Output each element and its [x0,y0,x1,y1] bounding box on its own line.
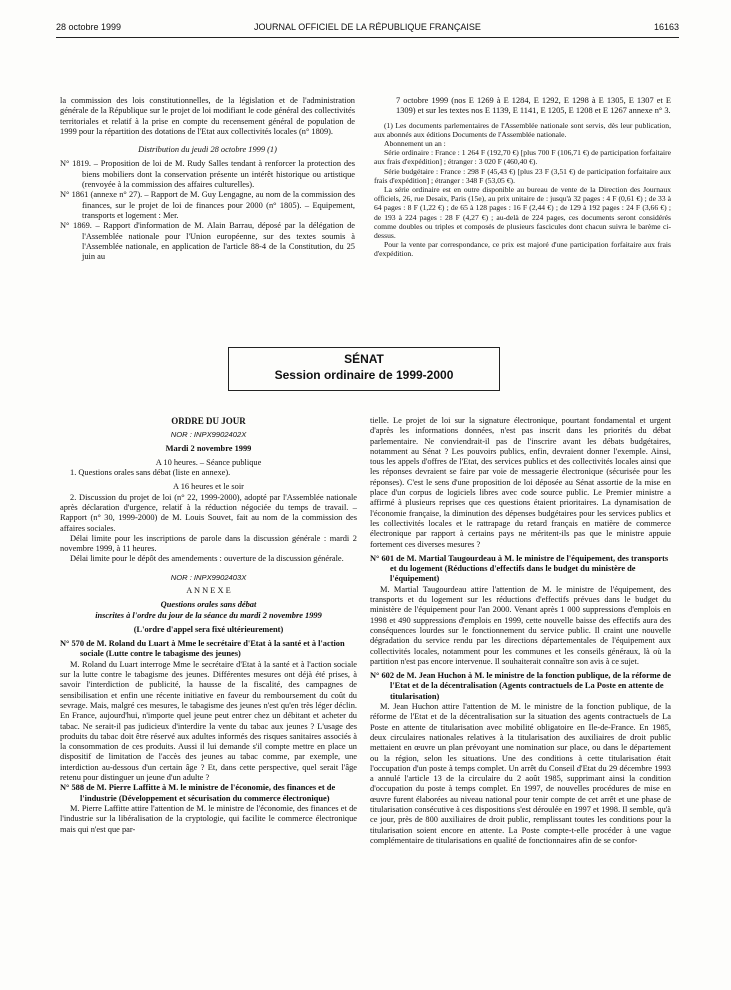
header-page-number: 16163 [653,22,679,32]
header-rule [56,37,679,38]
question-body: M. Pierre Laffitte attire l'attention de M. le ministre de l'économie, des finances et de l'industrie sur la libéralisation de la cryptologie, qui facilite le commerce électronique mais qui n'est que par- [60,803,357,834]
question-heading: N° 570 de M. Roland du Luart à Mme le secrétaire d'Etat à la santé et à l'action sociale (Lutte contre le tabagisme des jeunes) [60,639,345,659]
lower-right-column [370,416,671,846]
sale-info: La série ordinaire est en outre disponible au bureau de vente de la Direction des Journaux officiels, 26, rue Desaix, Paris (15e), au prix unitaire de : jusqu'à 32 pages : 4 F (0,61 €) ; de 33 à 64 pages : 8 F (1,22 €) ; de 65 à 128 pages : 16 F (2,44 €) ; de 129 à 192 pages : 24 F (3,66 €) ; de 193 à 224 pages : 28 F (4,27 €) ; au-delà de 224 pages, ces documents seront considérés comme doubles ou triples et composés de plusieurs fascicules dont chacun suivra le barème ci-dessus. [374,185,671,241]
order-note: (L'ordre d'appel sera fixé ultérieurement) [133,624,284,634]
header-title: JOURNAL OFFICIEL DE LA RÉPUBLIQUE FRANÇAISE [254,22,481,32]
questions-title: Questions orales sans débat [160,600,257,610]
nor-reference: NOR : INPX9902403X [170,572,247,582]
deadline-amendments: Délai limite pour le dépôt des amendements : ouverture de la discussion générale. [70,554,344,564]
intro-paragraph: la commission des lois constitutionnelles, de la législation et de l'administration générale de la République sur le projet de loi modifiant le code général des collectivités territoriales et relatif à la prise en compte du recensement général de population de 1999 pour la répartition des dotations de l'Etat aux collectivités locales (n° 1809). [60,96,355,136]
series-ordinaire: Série ordinaire : France : 1 264 F (192,70 €) [plus 700 F (106,71 €) de participation forfaitaire aux frais d'expédition] ; étranger : 3 020 F (460,40 €). [374,148,671,167]
question-body: M. Roland du Luart interroge Mme le secrétaire d'Etat à la santé et à l'action sociale sur la lutte contre le tabagisme des jeunes. Différentes mesures ont déjà été prises, à savoir l'interdiction de publicité, la hausse de la fiscalité, des campagnes de sensibilisation et enfin une récente initiative en faveur du remboursement du coût du sevrage. Mais, malgré ces mesures, le tabagisme des jeunes n'est qu'en très léger déclin. En France, aujourd'hui, n'importe quel jeune peut entrer chez un débitant et acheter du tabac. Ne serait-il pas judicieux d'interdire la vente du tabac aux jeunes ? L'usage des produits du tabac doit être réservé aux adultes informés des risques sanitaires associés à la consommation de ces produits. Aussi il lui demande s'il compte mettre en place un dispositif de limitation de l'accès des jeunes au tabac comme, par exemple, une interdiction au-dessous d'un certain âge ? Et, dans cette perspective, quel serait l'âge retenu pour distinguer un jeune d'un adulte ? [60,659,357,783]
agenda-item: 2. Discussion du projet de loi (n° 22, 1999-2000), adopté par l'Assemblée nationale après déclaration d'urgence, relatif à la réduction négociée du temps de travail. – Rapport (n° 30, 1999-2000) de M. Louis Souvet, fait au nom de la commission des affaires sociales. [60,492,357,533]
banner-title: SÉNAT [344,352,384,366]
header-date: 28 octobre 1999 [56,22,122,32]
question-body: M. Jean Huchon attire l'attention de M. le ministre de la fonction publique, de la réforme de l'Etat et de la décentralisation sur la situation des agents contractuels de La Poste en attente de titularisation avec mobilité obligatoire en Ile-de-France. En 1985, deux circulaires nationales relatives à la titularisation des auxiliaires de droit public mettaient en œuvre un plan prévoyant une nomination sur place, ou dans le département ou la région, selon les situations. Une des conditions à cette titularisation était l'occupation d'un poste à temps complet. Un arrêt du Conseil d'Etat du 29 décembre 1993 a annulé l'article 13 de la circulaire du 2 août 1985, supprimant ainsi la condition d'occupation du poste à temps complet. En 1997, de nouvelles procédures de mise en œuvre furent élaborées au niveau national pour tenir compte de cet arrêt et une phase de titularisation consécutive à ces dispositions s'est déroulée en 1997 et 1998. Il semble, qu'à ce jour, près de 800 auxiliaires de droit public, remplissant toutes les conditions pour la titularisation soient encore en attente. La Poste compte-t-elle procéder à une vague complémentaire de titularisations en qualité de fonctionnaires afin de se confor- [370,702,671,845]
mail-order-info: Pour la vente par correspondance, ce prix est majoré d'une participation forfaitaire aux frais d'expédition. [374,240,671,259]
top-left-column [60,96,355,262]
subscription-label: Abonnement un an : [384,139,446,148]
document-item: N° 1869. – Rapport d'information de M. Alain Barrau, déposé par la délégation de l'Assemblée nationale pour l'Union européenne, sur des textes soumis à l'Assemblée nationale, en application de l'article 88-4 de la Constitution, du 25 juin au [60,221,355,262]
document-item: N° 1861 (annexe n° 27). – Rapport de M. Guy Lengagne, au nom de la commission des finances, sur le projet de loi de finances pour 2000 (n° 1805). – Equipement, transports et logement : Mer. [60,190,355,220]
questions-subtitle: inscrites à l'ordre du jour de la séance du mardi 2 novembre 1999 [95,610,322,620]
series-budgetaire: Série budgétaire : France : 298 F (45,43 €) [plus 23 F (3,51 €) de participation forfaitaire aux frais d'expédition] ; étranger : 348 F (53,05 €). [374,166,671,185]
page-header [56,22,679,36]
question-heading: N° 602 de M. Jean Huchon à M. le ministre de la fonction publique, de la réforme de l'Etat et de la décentralisation (Agents contractuels de La Poste en attente de titularisation) [370,671,671,701]
continuation-paragraph: 7 octobre 1999 (nos E 1269 à E 1284, E 1292, E 1298 à E 1305, E 1307 et E 1309) et sur les textes nos E 1139, E 1141, E 1205, E 1208 et E 1267 annexe n° 3. [396,96,671,116]
question-heading: N° 601 de M. Martial Taugourdeau à M. le ministre de l'équipement, des transports et du logement (Réductions d'effectifs dans le budget du ministère de l'équipement) [370,553,669,584]
question-body-continued: tielle. Le projet de loi sur la signature électronique, pourtant fondamental et urgent d'après les informations données, n'est pas inscrit dans les priorités du débat parlementaire. Ne conviendrait-il pas de l'inscrire avant les débats budgétaires, notamment au Sénat ? Les pouvoirs publics, enfin, devraient donner l'exemple. Ainsi, tous les appels d'offres de l'Etat, des services publics et des collectivités locales ainsi que les réponses devraient se faire par voie de messagerie électronique (sécurisée pour les réponses). C'est le sens d'une proposition de loi déposée au Sénat assortie de la mise en place d'un corpus de logiciels libres avec code source public. Le Premier ministre a affirmé à plusieurs reprises que ces questions étaient prioritaires. La dynamisation de l'économie française, la diminution des dépenses budgétaires pour les services publics et les collectivités locales et le rattrapage du retard français en matière de commerce électronique par rapport à certains pays ne méritent-ils pas que le ministre appuie fortement ces diverses mesures ? [370,416,671,549]
top-right-column [374,96,671,259]
deadline-speakers: Délai limite pour les inscriptions de parole dans la discussion générale : mardi 2 novembre 1999, à 11 heures. [60,533,357,554]
annex-heading: A N N E X E [186,585,231,595]
distribution-heading: Distribution du jeudi 28 octobre 1999 (1) [138,145,277,155]
lower-left-column [60,416,357,835]
session-date: Mardi 2 novembre 1999 [165,443,252,453]
footnote: (1) Les documents parlementaires de l'Assemblée nationale sont servis, dès leur publication, aux abonnés aux éditions Documents de l'Assemblée nationale. [374,120,671,139]
senate-banner [228,347,500,391]
document-item: N° 1819. – Proposition de loi de M. Rudy Salles tendant à renforcer la protection des biens mobiliers dont la conservation présente un intérêt historique ou artistique (renvoyée à la commission des affaires culturelles). [60,159,355,190]
agenda-heading: ORDRE DU JOUR [171,416,246,426]
agenda-item: 1. Questions orales sans débat (liste en annexe). [70,468,231,478]
afternoon-session: A 16 heures et le soir [173,482,244,492]
question-heading: N° 588 de M. Pierre Laffitte à M. le ministre de l'économie, des finances et de l'industrie (Développement et sécurisation du commerce électronique) [60,783,336,803]
banner-subtitle: Session ordinaire de 1999-2000 [274,368,454,382]
question-body: M. Martial Taugourdeau attire l'attention de M. le ministre de l'équipement, des transports et du logement sur les réductions d'effectifs prévues dans le budget du ministère de l'équipement pour l'an 2000. Venant après 1 000 suppressions d'emplois en 1998 et 490 suppressions d'emplois en 1999, cette nouvelle baisse des effectifs aura des conséquences lourdes sur le fonctionnement du service public. Il craint une nouvelle dégradation du service rendu par les directions départementales de l'équipement aux collectivités locales, notamment pour les communes et les conseils généraux, là où la partition n'est pas encore intervenue. Il souhaiterait connaître son avis à ce sujet. [370,584,671,666]
nor-reference: NOR : INPX9902402X [170,430,247,440]
morning-session: A 10 heures. – Séance publique [155,457,262,467]
